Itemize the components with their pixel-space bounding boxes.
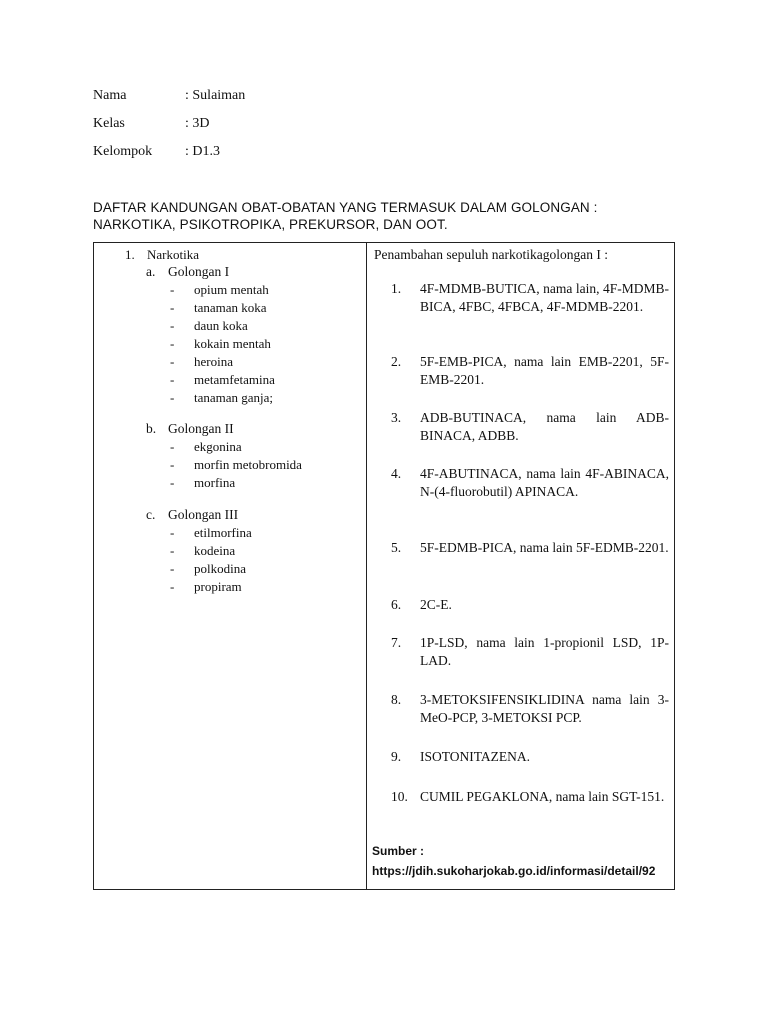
narcotic-item: [391, 280, 669, 315]
item-text: etilmorfina: [194, 525, 252, 540]
dash: -: [170, 282, 175, 297]
item-number: 7.: [391, 635, 402, 650]
dash: -: [170, 543, 175, 558]
item-text: 5F-EDMB-PICA, nama lain 5F-EDMB-2201.: [420, 540, 669, 555]
list-item: [170, 318, 248, 334]
info-label: Kelas: [93, 116, 125, 131]
dash: -: [170, 372, 175, 387]
list-item: [170, 336, 271, 352]
item-number: 3.: [391, 410, 402, 425]
list-item: [170, 354, 233, 370]
category-number: 1.: [125, 247, 135, 262]
item-number: 1.: [391, 281, 402, 296]
dash: -: [170, 300, 175, 315]
item-text: metamfetamina: [194, 372, 275, 387]
content-table: [93, 242, 675, 890]
dash: -: [170, 561, 175, 576]
item-text: 2C-E.: [420, 597, 452, 612]
group-marker: b.: [146, 421, 157, 436]
source-label: Sumber :: [372, 844, 425, 858]
item-text: propiram: [194, 579, 242, 594]
list-item: [170, 561, 246, 577]
list-item: [170, 300, 267, 316]
dash: -: [170, 336, 175, 351]
list-item: [170, 525, 252, 541]
narcotic-item: [391, 353, 669, 388]
item-number: 10.: [391, 789, 408, 804]
dash: -: [170, 457, 175, 472]
item-number: 4.: [391, 466, 402, 481]
right-column: [367, 243, 675, 889]
info-label: Kelompok: [93, 144, 153, 159]
title-line-2: NARKOTIKA, PSIKOTROPIKA, PREKURSOR, DAN OOT.: [93, 217, 448, 232]
group-golongan-iii: [146, 507, 239, 523]
item-text: ISOTONITAZENA.: [420, 749, 531, 764]
group-marker: c.: [146, 507, 156, 522]
category-narkotika: [125, 247, 199, 263]
item-text: kodeina: [194, 543, 236, 558]
narcotic-item: [391, 788, 669, 806]
list-item: [170, 372, 275, 388]
item-text: 3-METOKSIFENSIKLIDINA nama lain 3-MeO-PCP, 3-METOKSI PCP.: [420, 692, 669, 725]
item-text: 1P-LSD, nama lain 1-propionil LSD, 1P-LAD.: [420, 635, 669, 668]
dash: -: [170, 525, 175, 540]
list-item: [170, 543, 236, 559]
narcotic-item: [391, 465, 669, 500]
list-item: [170, 390, 274, 406]
narcotic-item: [391, 691, 669, 726]
group-golongan-ii: [146, 421, 234, 437]
item-text: polkodina: [194, 561, 246, 576]
list-item: [170, 579, 242, 595]
right-heading: Penambahan sepuluh narkotikagolongan I :: [374, 247, 608, 262]
item-text: opium mentah: [194, 282, 269, 297]
title-line-1: DAFTAR KANDUNGAN OBAT-OBATAN YANG TERMASUK DALAM GOLONGAN :: [93, 200, 598, 215]
document-title: [93, 199, 683, 233]
dash: -: [170, 354, 175, 369]
dash: -: [170, 475, 175, 490]
group-name: Golongan II: [168, 421, 234, 436]
item-text: 4F-ABUTINACA, nama lain 4F-ABINACA, N-(4-fluorobutil) APINACA.: [420, 466, 669, 499]
list-item: [170, 457, 302, 473]
info-label: Nama: [93, 88, 127, 103]
group-name: Golongan I: [168, 264, 230, 279]
list-item: [170, 439, 242, 455]
group-name: Golongan III: [168, 507, 239, 522]
item-text: morfin metobromida: [194, 457, 302, 472]
item-text: tanaman ganja;: [194, 390, 274, 405]
item-text: ekgonina: [194, 439, 242, 454]
dash: -: [170, 579, 175, 594]
item-text: 4F-MDMB-BUTICA, nama lain, 4F-MDMB-BICA, 4FBC, 4FBCA, 4F-MDMB-2201.: [420, 281, 669, 314]
narcotic-item: [391, 634, 669, 669]
item-number: 8.: [391, 692, 402, 707]
item-number: 2.: [391, 354, 402, 369]
dash: -: [170, 439, 175, 454]
item-number: 9.: [391, 749, 402, 764]
info-value: : Sulaiman: [185, 88, 246, 103]
item-text: 5F-EMB-PICA, nama lain EMB-2201, 5F-EMB-2201.: [420, 354, 669, 387]
item-number: 6.: [391, 597, 402, 612]
narcotic-item: [391, 539, 669, 557]
dash: -: [170, 390, 175, 405]
category-label: Narkotika: [147, 247, 199, 262]
item-number: 5.: [391, 540, 402, 555]
info-value: : D1.3: [185, 144, 220, 159]
group-golongan-i: [146, 264, 230, 280]
group-marker: a.: [146, 264, 156, 279]
item-text: CUMIL PEGAKLONA, nama lain SGT-151.: [420, 789, 665, 804]
dash: -: [170, 318, 175, 333]
item-text: heroina: [194, 354, 233, 369]
item-text: tanaman koka: [194, 300, 267, 315]
item-text: daun koka: [194, 318, 248, 333]
narcotic-item: [391, 596, 669, 614]
source-citation: [372, 841, 655, 881]
item-text: morfina: [194, 475, 236, 490]
list-item: [170, 282, 269, 298]
narcotic-item: [391, 409, 669, 444]
item-text: ADB-BUTINACA, nama lain ADB-BINACA, ADBB.: [420, 410, 669, 443]
source-link[interactable]: https://jdih.sukoharjokab.go.id/informasi/detail/92: [372, 864, 656, 878]
narcotic-item: [391, 748, 669, 766]
item-text: kokain mentah: [194, 336, 271, 351]
info-value: : 3D: [185, 116, 210, 131]
list-item: [170, 475, 236, 491]
